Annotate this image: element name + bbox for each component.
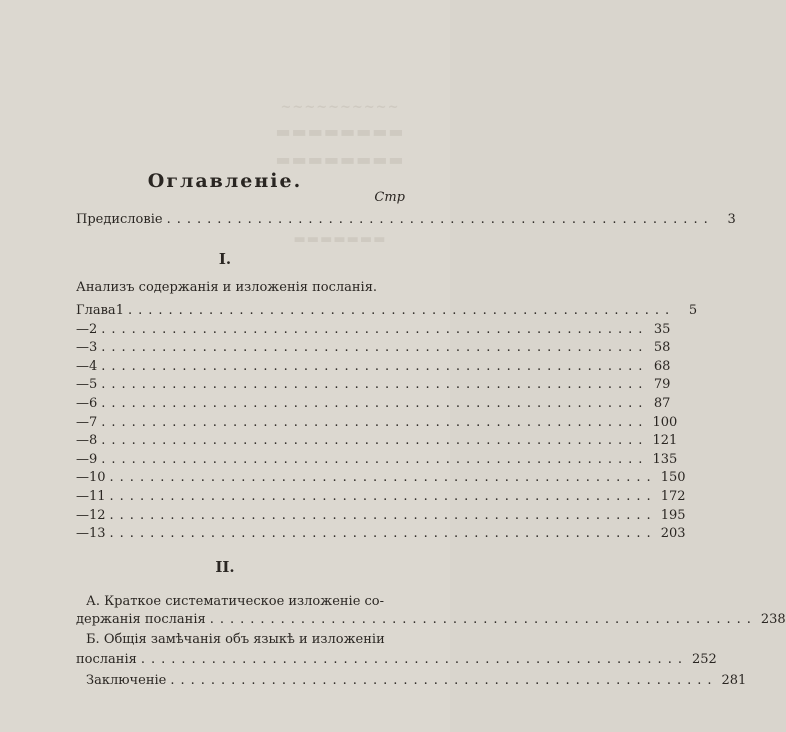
page-column-label: Стр (374, 190, 405, 205)
chapter-number: 7 (89, 414, 98, 430)
chapter-dash: — (76, 526, 89, 542)
chapter-number: 1 (115, 303, 124, 318)
leader-dots: ...................................................... (109, 489, 657, 504)
chapter-number: 13 (89, 526, 106, 542)
toc-entry-page: 281 (721, 673, 747, 688)
bleed-through-decoration: ~~~~~~~~~~ (280, 100, 400, 115)
toc-entry-label: Заключеніе (86, 673, 167, 688)
leader-dots: ...................................................... (140, 652, 688, 667)
chapter-number: 12 (89, 507, 106, 523)
chapter-number: 2 (89, 321, 98, 337)
chapter-page: 172 (660, 489, 686, 504)
chapter-number: 10 (89, 470, 106, 486)
toc-entry-b (76, 652, 717, 667)
chapter-dash: — (76, 433, 89, 449)
chapter-row (76, 451, 678, 467)
chapter-page: 135 (652, 451, 678, 467)
toc-entry-conclusion (86, 673, 747, 688)
toc-entry-b-line1: Б. Общія замѣчанія объ языкѣ и изложеніи (86, 632, 385, 647)
toc-entry-a-line1: А. Краткое систематическое изложеніе со- (86, 594, 385, 609)
chapter-row (76, 414, 678, 430)
bleed-through-decoration: ▬▬▬▬▬▬▬ (293, 232, 387, 247)
chapter-number: 5 (89, 377, 98, 393)
chapter-dash: — (76, 414, 89, 430)
section-heading-2: II. (215, 558, 235, 576)
chapter-row (76, 526, 686, 542)
chapter-page: 5 (688, 303, 698, 318)
leader-dots: ...................................................... (101, 433, 649, 449)
toc-entry-a (76, 612, 786, 627)
chapter-page: 195 (660, 507, 686, 523)
toc-entry-page: 252 (691, 652, 717, 667)
leader-dots: ...................................................... (127, 303, 676, 318)
chapter-dash: — (76, 507, 89, 523)
chapter-dash: — (76, 358, 89, 374)
chapter-row (76, 303, 698, 318)
page-title: Оглавленіе. (147, 170, 303, 192)
chapter-page: 121 (652, 433, 678, 449)
bleed-through-decoration: ▬▬▬▬▬▬▬▬ (275, 122, 405, 141)
chapter-row (76, 377, 671, 393)
chapter-page: 58 (653, 340, 671, 356)
chapter-row (76, 507, 686, 523)
bleed-through-decoration: ▬▬▬▬▬▬▬▬ (275, 150, 405, 169)
chapter-row (76, 358, 671, 374)
chapter-dash: — (76, 340, 89, 356)
chapter-dash: — (76, 489, 89, 504)
toc-entry-page: 3 (727, 212, 736, 227)
chapter-dash: — (76, 451, 89, 467)
leader-dots: ...................................................... (101, 340, 649, 356)
chapter-row (76, 433, 678, 449)
chapter-dash: — (76, 377, 89, 393)
chapter-dash: — (76, 470, 89, 486)
chapter-number: 11 (89, 489, 106, 504)
leader-dots: ...................................................... (209, 612, 757, 627)
toc-entry-label: Предисловіе (76, 212, 163, 227)
chapter-page: 203 (660, 526, 686, 542)
chapter-number: 9 (89, 451, 98, 467)
toc-entry-preface (76, 212, 736, 227)
chapter-number: 6 (89, 396, 98, 411)
leader-dots: ...................................................... (101, 358, 649, 374)
leader-dots: ...................................................... (101, 396, 649, 411)
chapter-page: 35 (653, 321, 671, 337)
chapter-dash: — (76, 396, 89, 411)
chapter-row (76, 321, 671, 337)
leader-dots: ...................................................... (109, 526, 657, 542)
chapter-number: 8 (89, 433, 98, 449)
chapter-page: 100 (652, 414, 678, 430)
leader-dots: ...................................................... (101, 451, 649, 467)
toc-entry-page: 238 (760, 612, 786, 627)
leader-dots: ...................................................... (101, 377, 649, 393)
section-subtitle: Анализъ содержанія и изложенія посланія. (76, 280, 378, 295)
chapter-number: 3 (89, 340, 98, 356)
chapter-number: 4 (89, 358, 98, 374)
section-heading-1: I. (218, 250, 232, 268)
leader-dots: ...................................................... (109, 507, 657, 523)
chapter-dash: — (76, 321, 89, 337)
leader-dots: ...................................................... (166, 212, 714, 227)
chapter-page: 87 (653, 396, 671, 411)
leader-dots: ...................................................... (109, 470, 657, 486)
chapter-page: 79 (653, 377, 671, 393)
chapter-page: 150 (660, 470, 686, 486)
leader-dots: ...................................................... (101, 321, 649, 337)
chapter-row (76, 340, 671, 356)
toc-entry-label: держанія посланія (76, 612, 206, 627)
chapter-row (76, 489, 686, 504)
chapter-row (76, 470, 686, 486)
chapter-row (76, 396, 671, 411)
leader-dots: ...................................................... (170, 673, 718, 688)
chapter-word: Глава (76, 303, 116, 318)
toc-entry-label: посланія (76, 652, 137, 667)
leader-dots: ...................................................... (101, 414, 649, 430)
chapter-page: 68 (653, 358, 671, 374)
